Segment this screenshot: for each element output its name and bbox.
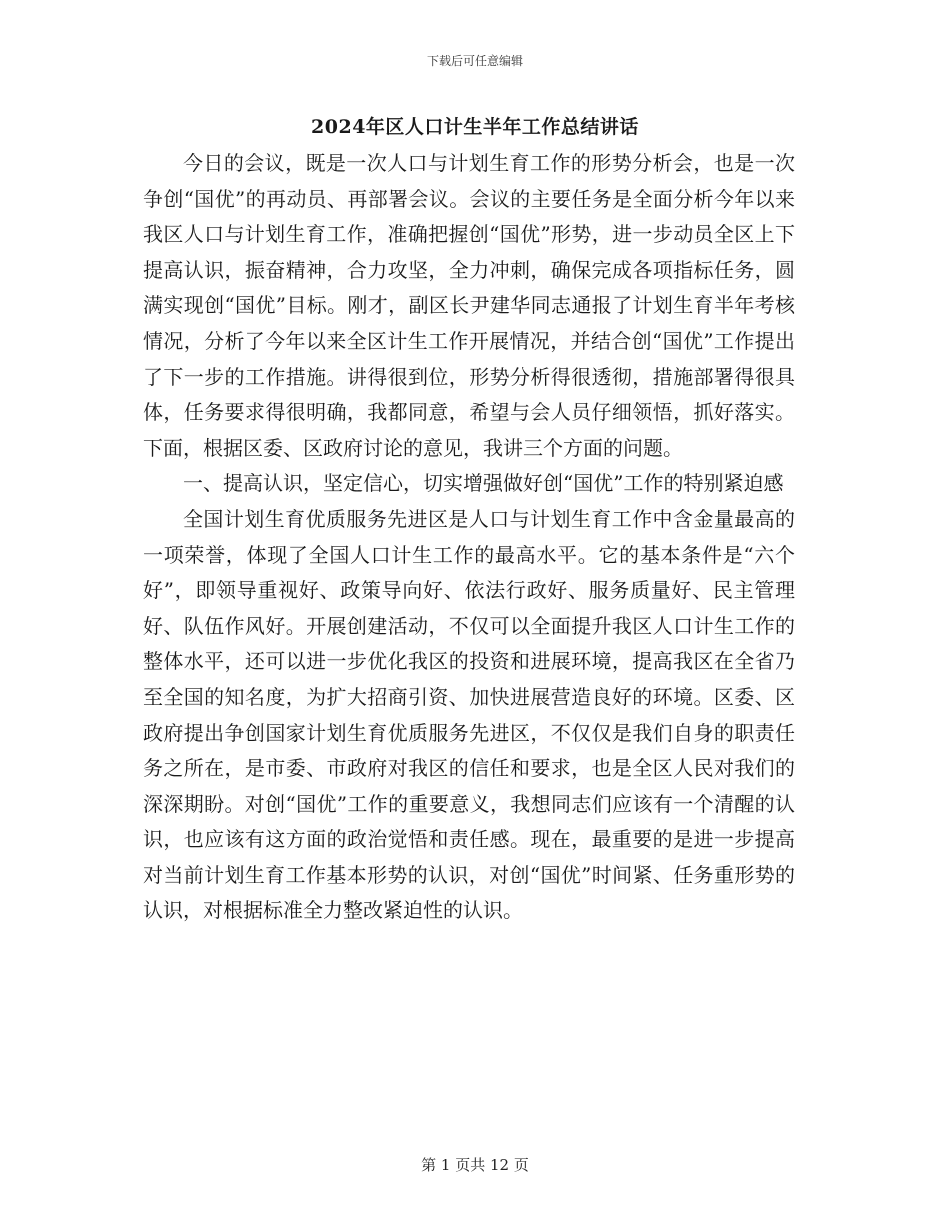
header-note: 下载后可任意编辑 xyxy=(426,54,523,68)
page-footer: 第 1 页共 12 页 xyxy=(421,1156,529,1174)
document-title: 2024年区人口计生半年工作总结讲话 xyxy=(311,116,639,138)
paragraph-section-1: 全国计划生育优质服务先进区是人口与计划生育工作中含金量最高的一项荣誉，体现了全国人口计生工作的最高水平。它的基本条件是“六个好”，即领导重视好、政策导向好、依法行政好、服务质量好、民主管理好、队伍作风好。开展创建活动，不仅可以全面提升我区人口计生工作的整体水平，还可以进一步优化我区的投资和进展环境，提高我区在全省乃至全国的知名度，为扩大招商引资、加快进展营造良好的环境。区委、区政府提出争创国家计划生育优质服务先进区，不仅仅是我们自身的职责任务之所在，是市委、市政府对我区的信任和要求，也是全区人民对我们的深深期盼。对创“国优”工作的重要意义，我想同志们应该有一个清醒的认识，也应该有这方面的政治觉悟和责任感。现在，最重要的是进一步提高对当前计划生育工作基本形势的认识，对创“国优”时间紧、任务重形势的认识，对根据标准全力整改紧迫性的认识。 xyxy=(143,506,795,923)
paragraph-opening: 今日的会议，既是一次人口与计划生育工作的形势分析会，也是一次争创“国优”的再动员、再部署会议。会议的主要任务是全面分析今年以来我区人口与计划生育工作，准确把握创“国优”形势，进一步动员全区上下提高认识，振奋精神，合力攻坚，全力冲刺，确保完成各项指标任务，圆满实现创“国优”目标。刚才，副区长尹建华同志通报了计划生育半年考核情况，分析了今年以来全区计生工作开展情况，并结合创“国优”工作提出了下一步的工作措施。讲得很到位，形势分析得很透彻，措施部署得很具体，任务要求得很明确，我都同意，希望与会人员仔细领悟，抓好落实。下面，根据区委、区政府讨论的意见，我讲三个方面的问题。 xyxy=(143,151,795,460)
document-body xyxy=(143,146,795,929)
section-heading-1: 一、提高认识，坚定信心，切实增强做好创“国优”工作的特别紧迫感 xyxy=(183,471,784,496)
